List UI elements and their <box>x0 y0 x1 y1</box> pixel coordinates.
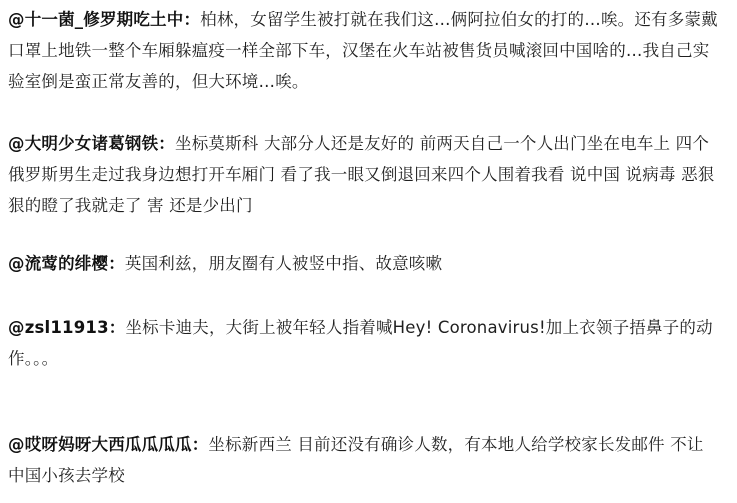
comment-text: 坐标卡迪夫，大街上被年轻人指着喊Hey! Coronavirus!加上衣领子捂鼻子的动作。。。 <box>8 318 713 368</box>
comment-item <box>8 128 720 221</box>
comment-handle[interactable]: @十一菌_修罗期吃土中： <box>8 10 201 29</box>
comment-text: 英国利兹，朋友圈有人被竖中指、故意咳嗽 <box>124 254 443 273</box>
comment-item <box>8 312 720 374</box>
comment-handle[interactable]: @zsl11913： <box>8 318 126 337</box>
comment-item <box>8 429 720 491</box>
comment-handle[interactable]: @流莺的绯樱： <box>8 254 125 273</box>
comment-item <box>8 248 720 279</box>
comment-handle[interactable]: @哎呀妈呀大西瓜瓜瓜瓜： <box>8 435 209 454</box>
comment-text: 坐标莫斯科 大部分人还是友好的 前两天自己一个人出门坐在电车上 四个俄罗斯男生走过我身边想打开车厢门 看了我一眼又倒退回来四个人围着我看 说中国 说病毒 恶狠狠的瞪了我就走了 害 还是少出门 <box>8 134 715 215</box>
comment-text: 坐标新西兰 目前还没有确诊人数，有本地人给学校家长发邮件 不让中国小孩去学校 <box>8 435 704 485</box>
comment-item <box>8 4 720 97</box>
comment-text: 柏林，女留学生被打就在我们这…俩阿拉伯女的打的…唉。还有多蒙戴口罩上地铁一整个车厢躲瘟疫一样全部下车，汉堡在火车站被售货员喊滚回中国啥的…我自己实验室倒是蛮正常友善的，但大环境…唉。 <box>8 10 718 91</box>
comment-handle[interactable]: @大明少女诸葛钢铁： <box>8 134 175 153</box>
